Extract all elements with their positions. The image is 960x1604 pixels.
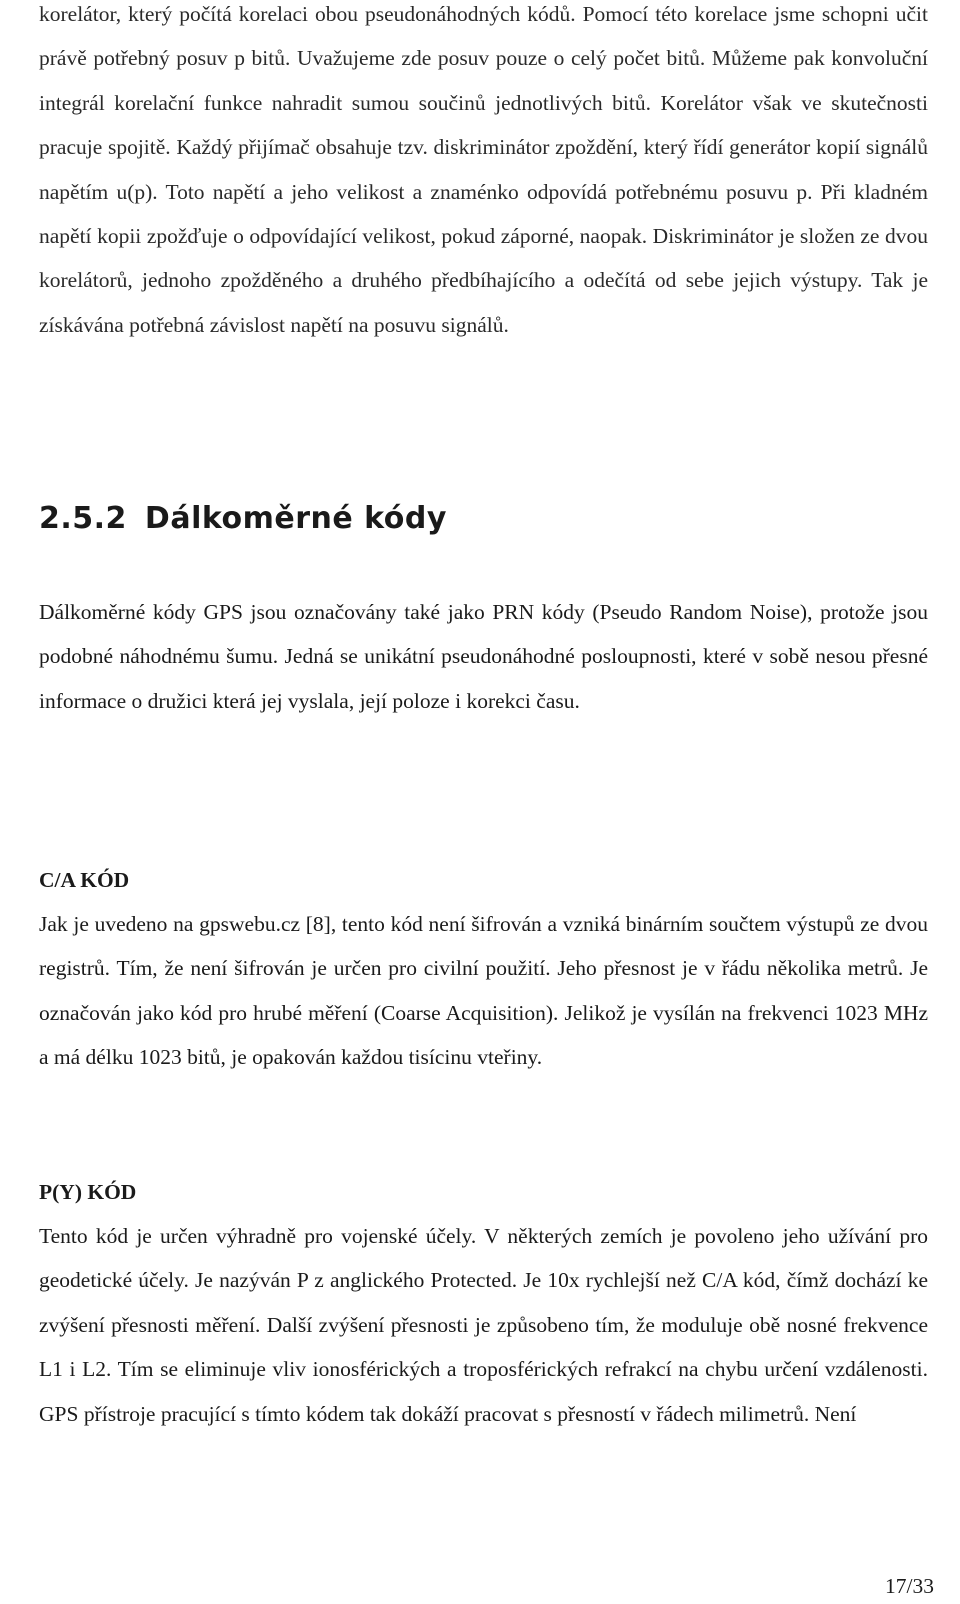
ca-code-heading: C/A KÓD [39,868,130,892]
section-title: Dálkoměrné kódy [144,501,447,536]
section-heading [39,497,447,541]
page-number: 17/33 [885,1574,934,1598]
section-number: 2.5.2 [39,501,127,536]
py-code-paragraph: Tento kód je určen výhradně pro vojenské účely. V některých zemích je povoleno jeho užívání pro geodetické účely. Je nazýván P z anglického Protected. Je 10x rychlejší než C/A kód, čímž dochází ke zvýšení přesnosti měření. Další zvýšení přesnosti je způsobeno tím, že moduluje obě nosné frekvence L1 i L2. Tím se eliminuje vliv ionosférických a troposférických refrakcí na chybu určení vzdálenosti. GPS přístroje pracující s tímto kódem tak dokáží pracovat s přesností v řádech milimetrů. Není [39,1224,928,1426]
section-paragraph: Dálkoměrné kódy GPS jsou označovány také jako PRN kódy (Pseudo Random Noise), protože jsou podobné náhodnému šumu. Jedná se unikátní pseudonáhodné posloupnosti, které v sobě nesou přesné informace o družici která jej vyslala, její poloze i korekci času. [39,600,928,713]
ca-code-paragraph: Jak je uvedeno na gpswebu.cz [8], tento kód není šifrován a vzniká binárním součtem výstupů ze dvou registrů. Tím, že není šifrován je určen pro civilní použití. Jeho přesnost je v řádu několika metrů. Je označován jako kód pro hrubé měření (Coarse Acquisition). Jelikož je vysílán na frekvenci 1023 MHz a má délku 1023 bitů, je opakován každou tisícinu vteřiny. [39,912,928,1070]
intro-paragraph: korelátor, který počítá korelaci obou pseudonáhodných kódů. Pomocí této korelace jsme schopni učit právě potřebný posuv p bitů. Uvažujeme zde posuv pouze o celý počet bitů. Můžeme pak konvoluční integrál korelační funkce nahradit sumou součinů jednotlivých bitů. Korelátor však ve skutečnosti pracuje spojitě. Každý přijímač obsahuje tzv. diskriminátor zpoždění, který řídí generátor kopií signálů napětím u(p). Toto napětí a jeho velikost a znaménko odpovídá potřebnému posuvu p. Při kladném napětí kopii zpožďuje o odpovídající velikost, pokud záporné, naopak. Diskriminátor je složen ze dvou korelátorů, jednoho zpožděného a druhého předbíhajícího a odečítá od sebe jejich výstupy. Tak je získávána potřebná závislost napětí na posuvu signálů. [39,2,928,337]
py-code-heading: P(Y) KÓD [39,1180,137,1204]
